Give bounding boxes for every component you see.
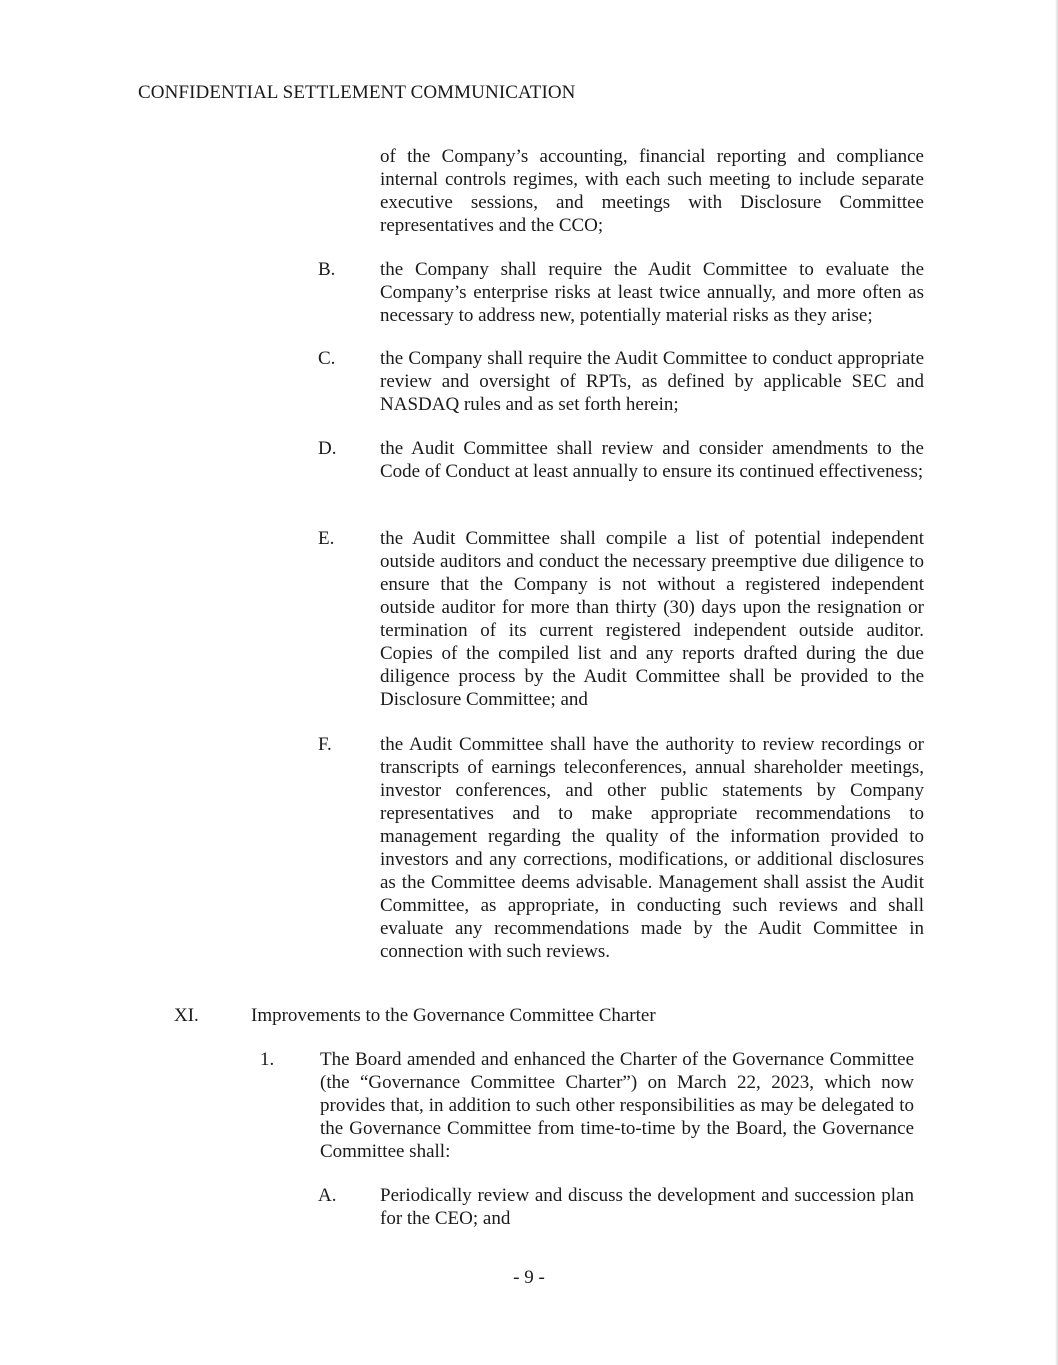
item-label-f: F. xyxy=(318,734,332,755)
section-title: Improvements to the Governance Committee Charter xyxy=(251,1005,656,1026)
item-text-d: the Audit Committee shall review and consider amendments to the Code of Conduct at least annually to ensure its continued effectiveness; xyxy=(380,438,924,482)
item-label-e: E. xyxy=(318,528,335,549)
item-text-e: the Audit Committee shall compile a list of potential independent outside auditors and conduct the necessary preemptive due diligence to ensure that the Company is not without a registered independent outside auditor for more than thirty (30) days upon the resignation or termination of its current registered independent outside auditor. Copies of the compiled list and any reports drafted during the due diligence process by the Audit Committee shall be provided to the Disclosure Committee; and xyxy=(380,528,924,710)
continuation-paragraph: of the Company’s accounting, financial reporting and compliance internal controls regimes, with each such meeting to include separate executive sessions, and meetings with Disclosure Committee representatives and the CCO; xyxy=(380,146,924,236)
subitem-text-a: Periodically review and discuss the development and succession plan for the CEO; and xyxy=(380,1185,914,1229)
confidential-header: CONFIDENTIAL SETTLEMENT COMMUNICATION xyxy=(138,82,576,103)
item-text-b: the Company shall require the Audit Committee to evaluate the Company’s enterprise risks at least twice annually, and more often as necessary to address new, potentially material risks as they arise; xyxy=(380,259,924,326)
item-label-c: C. xyxy=(318,348,336,369)
item-label-b: B. xyxy=(318,259,336,280)
page-number: - 9 - xyxy=(513,1267,545,1288)
subsection-number: 1. xyxy=(260,1049,275,1070)
item-label-d: D. xyxy=(318,438,337,459)
subsection-text: The Board amended and enhanced the Charter of the Governance Committee (the “Governance Committee Charter”) on March 22, 2023, which now provides that, in addition to such other responsibilities as may be delegated to the Governance Committee from time-to-time by the Board, the Governance Committee shall: xyxy=(320,1049,914,1162)
section-number: XI. xyxy=(174,1005,199,1026)
item-text-c: the Company shall require the Audit Committee to conduct appropriate review and oversight of RPTs, as defined by applicable SEC and NASDAQ rules and as set forth herein; xyxy=(380,348,924,415)
item-text-f: the Audit Committee shall have the authority to review recordings or transcripts of earnings teleconferences, annual shareholder meetings, investor conferences, and other public statements by Company representatives and to make appropriate recommendations to management regarding the quality of the information provided to investors and any corrections, modifications, or additional disclosures as the Committee deems advisable. Management shall assist the Audit Committee, as appropriate, in conducting such reviews and shall evaluate any recommendations made by the Audit Committee in connection with such reviews. xyxy=(380,734,924,962)
subitem-label-a: A. xyxy=(318,1185,337,1206)
